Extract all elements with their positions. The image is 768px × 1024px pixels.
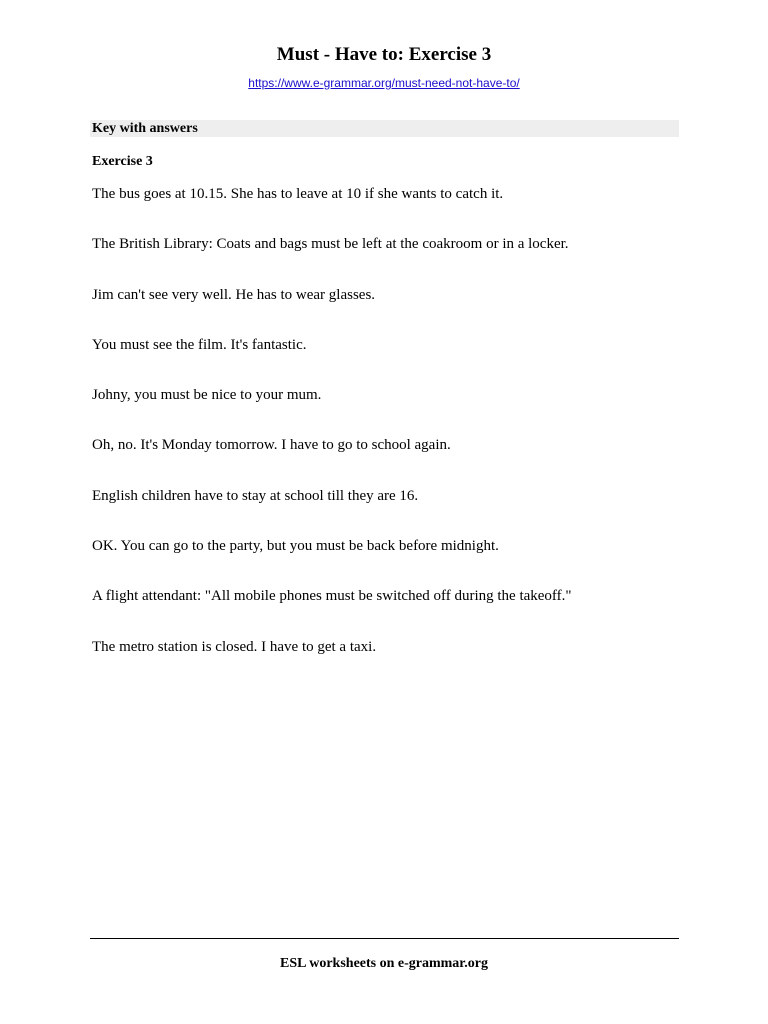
exercise-heading: Exercise 3: [92, 154, 153, 169]
answer-list: [92, 185, 682, 688]
footer-divider: [90, 938, 679, 939]
answer-line: Jim can't see very well. He has to wear glasses.: [92, 286, 376, 303]
answer-line: The bus goes at 10.15. She has to leave at 10 if she wants to catch it.: [92, 186, 504, 202]
answer-line: You must see the film. It's fantastic.: [92, 336, 307, 353]
answer-line: The British Library: Coats and bags must be left at the coakroom or in a locker.: [92, 236, 569, 253]
key-heading: Key with answers: [92, 121, 198, 136]
answer-line: Oh, no. It's Monday tomorrow. I have to go to school again.: [92, 437, 451, 454]
answer-line: OK. You can go to the party, but you must be back before midnight.: [92, 538, 499, 555]
page-title: Must - Have to: Exercise 3: [276, 44, 492, 65]
answer-line: The metro station is closed. I have to get a taxi.: [92, 638, 377, 655]
answer-line: Johny, you must be nice to your mum.: [92, 387, 322, 404]
answer-line: A flight attendant: "All mobile phones must be switched off during the takeoff.": [92, 588, 572, 605]
answer-line: English children have to stay at school till they are 16.: [92, 487, 419, 504]
source-link[interactable]: https://www.e-grammar.org/must-need-not-have-to/: [248, 76, 520, 90]
footer-text: ESL worksheets on e-grammar.org: [280, 956, 488, 971]
